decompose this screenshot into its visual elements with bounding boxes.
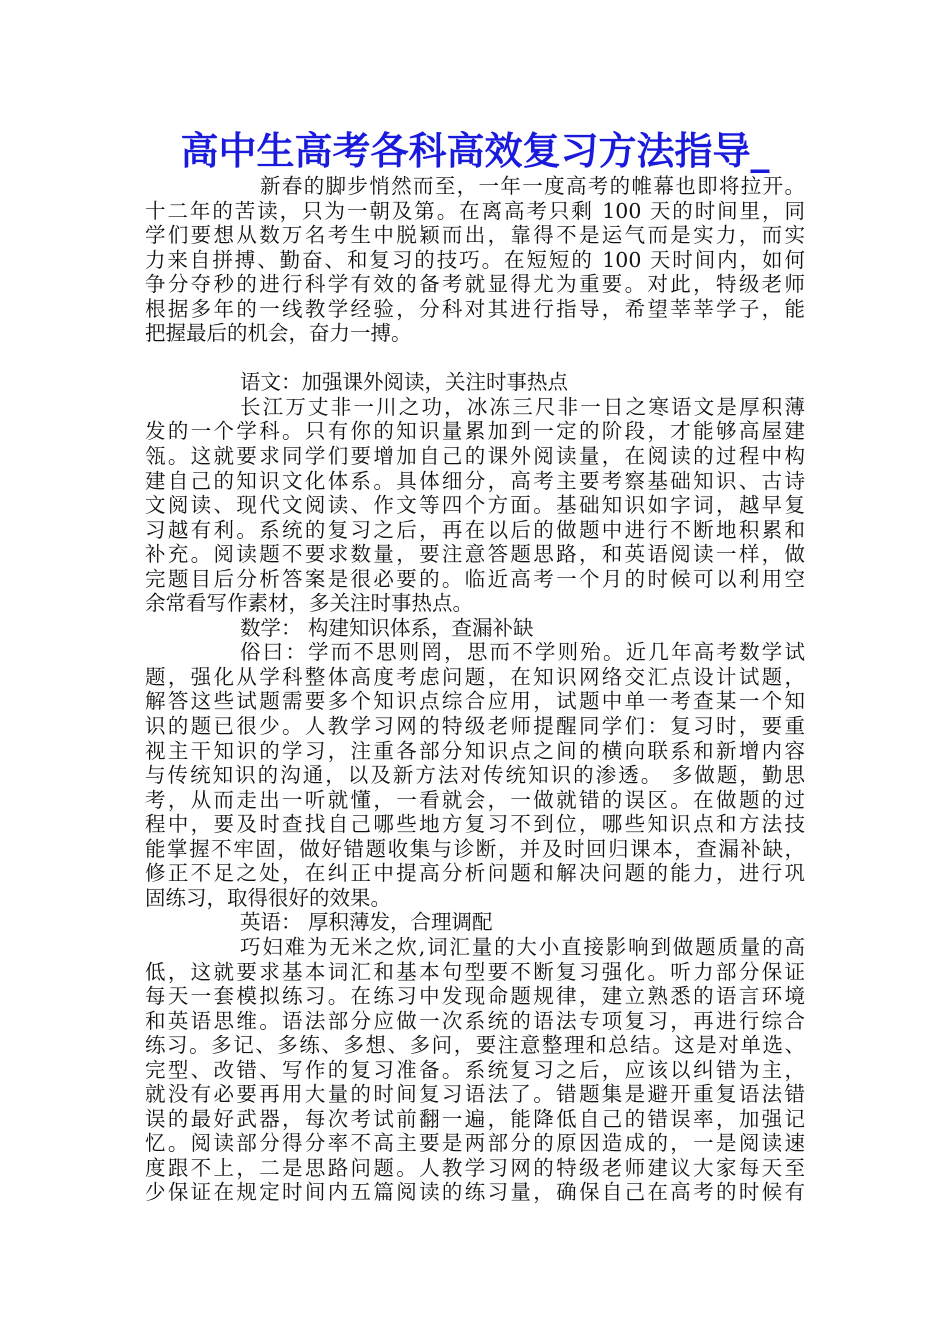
paragraph-line: 建自己的知识文化体系。具体细分，高考主要考察基础知识、古诗 <box>145 468 805 493</box>
document-body <box>145 174 805 1205</box>
paragraph-line: 修正不足之处，在纠正中提高分析问题和解决问题的能力，进行巩 <box>145 861 805 886</box>
paragraph-line: 固练习，取得很好的效果。 <box>145 885 391 910</box>
paragraph-line: 题，强化从学科整体高度考虑问题，在知识网络交汇点设计试题， <box>145 664 805 689</box>
paragraph-line: 完型、改错、写作的复习准备。系统复习之后，应该以纠错为主， <box>145 1057 805 1082</box>
paragraph-line: 识的题已很少。人教学习网的特级老师提醒同学们：复习时，要重 <box>145 714 805 739</box>
paragraph-line: 十二年的苦读，只为一朝及第。在离高考只剩 100 天的时间里，同 <box>145 198 805 223</box>
paragraph-line: 每天一套模拟练习。在练习中发现命题规律，建立熟悉的语言环境 <box>145 984 805 1009</box>
paragraph-line: 余常看写作素材，多关注时事热点。 <box>145 591 473 616</box>
paragraph-line: 学们要想从数万名考生中脱颖而出，靠得不是运气而是实力，而实 <box>145 223 805 248</box>
paragraph-line: 考，从而走出一听就懂，一看就会，一做就错的误区。在做题的过 <box>145 787 805 812</box>
paragraph-line: 视主干知识的学习，注重各部分知识点之间的横向联系和新增内容 <box>145 738 805 763</box>
paragraph-line: 把握最后的机会，奋力一搏。 <box>145 321 412 346</box>
paragraph-line: 低，这就要求基本词汇和基本句型要不断复习强化。听力部分保证 <box>145 959 805 984</box>
section-heading-math: 数学： 构建知识体系，查漏补缺 <box>240 615 534 640</box>
paragraph-line: 与传统知识的沟通，以及新方法对传统知识的渗透。 多做题，勤思 <box>145 763 805 788</box>
paragraph-line: 习越有利。系统的复习之后，再在以后的做题中进行不断地积累和 <box>145 517 805 542</box>
paragraph-line: 练习。多记、多练、多想、多问，要注意整理和总结。这是对单选、 <box>145 1033 805 1058</box>
paragraph-line: 新春的脚步悄然而至，一年一度高考的帷幕也即将拉开。 <box>260 174 805 198</box>
paragraph-line: 巧妇难为无米之炊,词汇量的大小直接影响到做题质量的高 <box>240 934 805 959</box>
paragraph-line: 解答这些试题需要多个知识点综合应用，试题中单一考查某一个知 <box>145 689 805 714</box>
paragraph-line: 忆。阅读部分得分率不高主要是两部分的原因造成的，一是阅读速 <box>145 1131 805 1156</box>
paragraph-line: 补充。阅读题不要求数量，要注意答题思路，和英语阅读一样，做 <box>145 542 805 567</box>
paragraph-line: 长江万丈非一川之功，冰冻三尺非一日之寒语文是厚积薄 <box>240 394 805 419</box>
section-heading-english: 英语： 厚积薄发，合理调配 <box>240 910 493 935</box>
section-heading-chinese: 语文：加强课外阅读，关注时事热点 <box>240 370 568 395</box>
paragraph-line: 力来自拼搏、勤奋、和复习的技巧。在短短的 100 天时间内，如何 <box>145 247 805 272</box>
paragraph-line: 误的最好武器，每次考试前翻一遍，能降低自己的错误率，加强记 <box>145 1106 805 1131</box>
paragraph-line: 少保证在规定时间内五篇阅读的练习量，确保自己在高考的时候有 <box>145 1180 805 1205</box>
document-title: 高中生高考各科高效复习方法指导_ <box>180 128 770 173</box>
paragraph-line: 程中，要及时查找自己哪些地方复习不到位，哪些知识点和方法技 <box>145 812 805 837</box>
paragraph-line: 就没有必要再用大量的时间复习语法了。错题集是避开重复语法错 <box>145 1082 805 1107</box>
paragraph-line: 文阅读、现代文阅读、作文等四个方面。基础知识如字词，越早复 <box>145 493 805 518</box>
paragraph-line: 完题目后分析答案是很必要的。临近高考一个月的时候可以利用空 <box>145 566 805 591</box>
paragraph-line: 瓴。这就要求同学们要增加自己的课外阅读量，在阅读的过程中构 <box>145 444 805 469</box>
paragraph-line: 根据多年的一线教学经验，分科对其进行指导，希望莘莘学子，能 <box>145 296 805 321</box>
paragraph-line: 能掌握不牢固，做好错题收集与诊断，并及时回归课本，查漏补缺， <box>145 836 805 861</box>
paragraph-line: 发的一个学科。只有你的知识量累加到一定的阶段，才能够高屋建 <box>145 419 805 444</box>
paragraph-line: 度跟不上，二是思路问题。人教学习网的特级老师建议大家每天至 <box>145 1155 805 1180</box>
blank-line <box>145 346 805 371</box>
paragraph-line: 和英语思维。语法部分应做一次系统的语法专项复习，再进行综合 <box>145 1008 805 1033</box>
paragraph-line: 俗曰：学而不思则罔，思而不学则殆。近几年高考数学试 <box>240 640 805 665</box>
paragraph-line: 争分夺秒的进行科学有效的备考就显得尤为重要。对此，特级老师 <box>145 272 805 297</box>
